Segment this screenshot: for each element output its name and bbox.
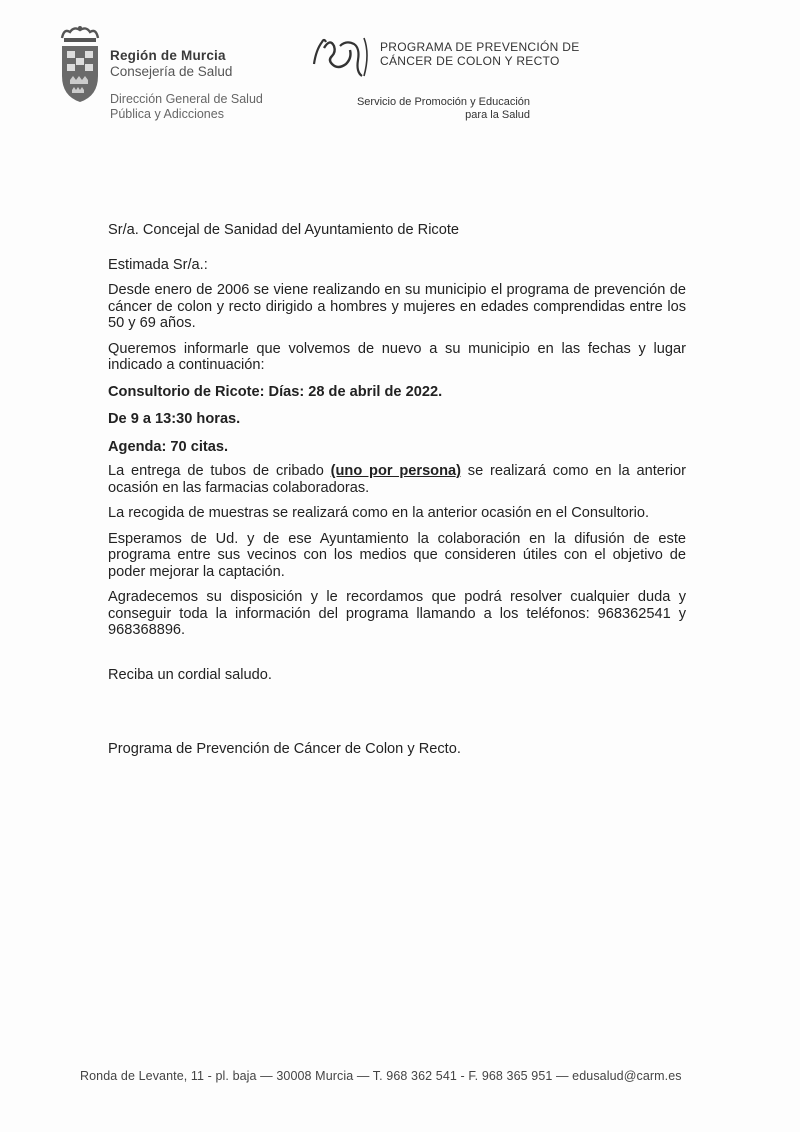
greeting: Estimada Sr/a.: [108, 256, 208, 273]
direccion-general [110, 92, 263, 122]
hours-line: De 9 a 13:30 horas. [108, 411, 241, 427]
location-date-line: Consultorio de Ricote: Días: 28 de abril de 2022. [108, 383, 443, 400]
paragraph-return-notice: Queremos informarle que volvemos de nuevo a su municipio en las fechas y lugar indicado a continuación: [108, 340, 686, 373]
paragraph-intro: Desde enero de 2006 se viene realizando en su municipio el programa de prevención de cáncer de colon y recto dirigido a hombres y mujeres en edades comprendidas entre los 50 y 69 años. [108, 282, 686, 331]
program-title [380, 41, 580, 68]
servicio-name [344, 96, 530, 122]
signature-line: Programa de Prevención de Cáncer de Colon y Recto. [108, 741, 461, 757]
paragraph-tube-delivery [108, 463, 686, 496]
paragraph-sample-collection: La recogida de muestras se realizará como en la anterior ocasión en el Consultorio. [108, 505, 650, 521]
footer-address: Ronda de Levante, 11 - pl. baja — 30008 Murcia — T. 968 362 541 - F. 968 365 951 — edusalud@carm.es [80, 1069, 682, 1083]
paragraph-collaboration: Esperamos de Ud. y de ese Ayuntamiento la colaboración en la difusión de este programa entre sus vecinos con los medios que consideren útiles con el objetivo de poder mejorar la captación. [108, 530, 686, 580]
paragraph-contact-phones: Agradecemos su disposición y le recordamos que podrá resolver cualquier duda y conseguir toda la información del programa llamando a los teléfonos: 968362541 y 968368896. [108, 589, 686, 638]
recipient-line: Sr/a. Concejal de Sanidad del Ayuntamiento de Ricote [108, 222, 460, 238]
direccion-line-1: Dirección General de Salud [110, 92, 263, 106]
program-title-line-2: CÁNCER DE COLON Y RECTO [380, 53, 560, 68]
one-per-person-emphasis: (uno por persona) [330, 463, 461, 479]
consejeria-name: Consejería de Salud [110, 64, 233, 79]
agenda-line: Agenda: 70 citas. [108, 438, 229, 455]
region-murcia-crest-icon [58, 24, 102, 104]
program-title-line-1: PROGRAMA DE PREVENCIÓN DE [380, 40, 580, 54]
servicio-line-1: Servicio de Promoción y Educación [356, 96, 530, 108]
direccion-line-2: Pública y Adicciones [110, 107, 224, 121]
letter-body [108, 222, 686, 758]
region-name: Región de Murcia [110, 48, 226, 63]
closing-salutation: Reciba un cordial saludo. [108, 666, 272, 683]
organization-name [110, 48, 232, 80]
servicio-line-2: para la Salud [465, 109, 530, 121]
tube-delivery-text-end: se realizará como en la anterior ocasión en las farmacias colaboradoras. [108, 463, 687, 496]
colon-program-logo-icon [310, 30, 372, 82]
tube-delivery-text-start: La entrega de tubos de cribado [108, 463, 331, 479]
